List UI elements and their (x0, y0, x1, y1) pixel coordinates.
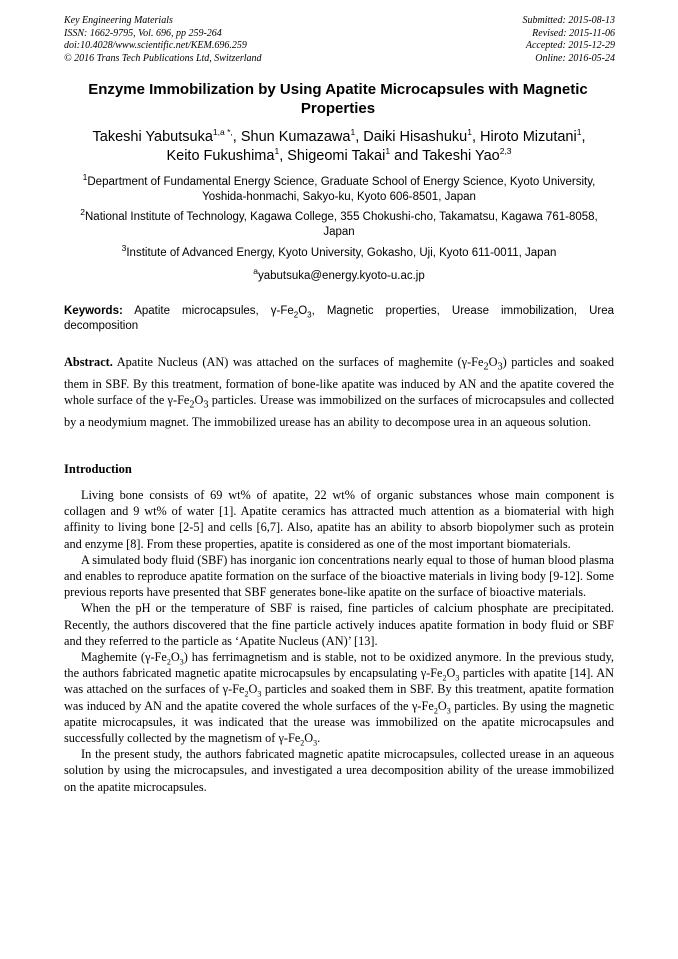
keywords-text: Apatite microcapsules, γ-Fe (134, 305, 294, 317)
subscript: 2 (244, 689, 249, 699)
abstract-text: O (488, 355, 498, 369)
author-separator: , (279, 148, 288, 164)
date-accepted: Accepted: 2015-12-29 (525, 40, 615, 51)
author-list (56, 128, 622, 166)
paragraph-2: A simulated body fluid (SBF) has inorganic ion concentrations nearly equal to those of human blood plasma and enables to reproduce apatite formation on the surface of the bioactive materials in living body [9-12]. Some previous reports have presented that SBF generates bone-like apatite on the surface of bioactive materials. (64, 552, 614, 600)
section-heading-introduction: Introduction (64, 462, 132, 476)
paragraph-text: O (437, 698, 447, 713)
subscript: 2 (300, 738, 305, 748)
paragraph-text: . (317, 731, 321, 746)
subscript: 3 (307, 310, 312, 320)
paragraph-text: O (248, 682, 258, 697)
introduction-body (64, 487, 614, 795)
author-superscript: 1 (467, 127, 472, 138)
author-separator: , (471, 129, 481, 145)
author-separator: , (355, 129, 364, 145)
subscript: 3 (257, 689, 262, 699)
author-superscript: 1 (350, 127, 356, 138)
abstract-text: Apatite Nucleus (AN) was attached on the surfaces of maghemite (γ-Fe (116, 355, 484, 369)
subscript: 2 (293, 310, 299, 320)
date-online: Online: 2016-05-24 (535, 52, 615, 64)
subscript: 3 (455, 673, 460, 683)
paragraph-text: ) has ferrimagnetism and is stable, not to be oxidized anymore. In the previous study, the authors fabricated magnetic apatite microcapsules by encapsulating γ-Fe (64, 650, 614, 681)
subscript: 2 (166, 657, 171, 667)
affiliation-marker: 1 (82, 172, 88, 183)
subscript: 2 (433, 706, 438, 716)
author-superscript: 1 (385, 146, 391, 157)
abstract-text: O (194, 393, 204, 408)
paragraph-text: particles. By using the magnetic apatite microcapsules, it was indicated that the urease was immobilized on the apatite microcapsules and successfully collected by the magnetism of γ-Fe (64, 698, 615, 746)
abstract-label: Abstract. (64, 355, 113, 369)
author-separator: , (581, 129, 586, 145)
date-revised: Revised: 2015-11-06 (532, 27, 615, 39)
subscript: 3 (179, 657, 184, 667)
paper-title: Enzyme Immobilization by Using Apatite Microcapsules with Magnetic Properties (88, 81, 588, 117)
affiliation-text: Institute of Advanced Energy, Kyoto University, Gokasho, Uji, Kyoto 611-0011, Japan (126, 247, 557, 259)
email-text: yabutsuka@energy.kyoto-u.ac.jp (257, 270, 425, 282)
author-name: Hiroto Mizutani (480, 129, 577, 145)
paragraph-3: When the pH or the temperature of SBF is raised, fine particles of calcium phosphate are precipitated. Recently, the authors discovered that the fine particle actively induces apatite formation in body fluid or SBF and they referred to the particle as ‘Apatite Nucleus (AN)’ [13]. (64, 601, 614, 648)
date-submitted: Submitted: 2015-08-13 (522, 15, 615, 26)
author-name: Keito Fukushima (166, 148, 275, 164)
journal-issn: ISSN: 1662-9795, Vol. 696, pp 259-264 (64, 27, 222, 39)
author-name: Takeshi Yao (422, 148, 500, 164)
paragraph-1: Living bone consists of 69 wt% of apatite, 22 wt% of organic substances whose main component is collagen and 9 wt% of water [1]. Apatite ceramics has attracted much attention as a biomaterial with high affinity to living bone [2-5] and cells [6,7]. Also, apatite has an ability to absorb biopolymer such as protein and enzyme [8]. From these properties, apatite is considered as one of the most important biomaterials. (64, 488, 614, 551)
keywords-text: O (298, 305, 308, 317)
paragraph-text: O (170, 650, 180, 665)
subscript: 3 (497, 361, 503, 373)
paragraph-5: In the present study, the authors fabricated magnetic apatite microcapsules, collected urease in an aqueous solution by using the microcapsules, and investigated a urea decomposition ability of the urease immobilized on the apatite microcapsules. (64, 747, 614, 794)
affiliation-marker: 2 (80, 207, 85, 218)
affiliation-1 (80, 172, 598, 205)
journal-doi: doi:10.4028/www.scientific.net/KEM.696.259 (64, 40, 247, 51)
author-name: Takeshi Yabutsuka (92, 129, 213, 145)
paragraph-text: particles with apatite [14]. AN was attached on the surfaces of γ-Fe (64, 666, 614, 697)
author-superscript: 1 (576, 127, 582, 138)
author-name: Shigeomi Takai (287, 148, 386, 164)
affiliation-3 (80, 243, 598, 261)
paragraph-text: particles and soaked them in SBF. By this treatment, apatite formation was induced by AN and the apatite covered the whole surfaces of the γ-Fe (64, 682, 614, 713)
subscript: 3 (313, 738, 318, 748)
corresponding-email (80, 266, 598, 284)
author-separator: and (390, 148, 423, 164)
author-name: Shun Kumazawa (240, 129, 351, 145)
journal-copyright: © 2016 Trans Tech Publications Ltd, Switzerland (64, 52, 262, 64)
abstract (64, 354, 614, 431)
subscript: 3 (203, 399, 209, 411)
paragraph-4 (64, 649, 614, 746)
affiliation-text: National Institute of Technology, Kagawa College, 355 Chokushi-cho, Takamatsu, Kagawa 761-8058, Japan (85, 211, 598, 238)
author-superscript: 2,3 (499, 146, 512, 157)
keywords-text: , Magnetic properties, Urease immobilization, Urea decomposition (64, 305, 615, 332)
dates-header (523, 15, 616, 65)
affiliation-2 (80, 207, 598, 240)
journal-name: Key Engineering Materials (64, 15, 173, 26)
subscript: 2 (442, 673, 447, 683)
affiliation-text: Department of Fundamental Energy Science, Graduate School of Energy Science, Kyoto University, Yoshida-honmachi, Sakyo-ku, Kyoto 606-8501, Japan (87, 176, 596, 203)
affiliation-marker: a (253, 266, 258, 277)
author-superscript: 1 (274, 146, 280, 157)
subscript: 3 (446, 706, 451, 716)
keywords-label: Keywords: (64, 305, 123, 317)
paragraph-text: O (446, 666, 456, 681)
abstract-text: ) particles and soaked them in SBF. By this treatment, formation of bone-like apatite was induced by AN and the apatite covered the whole surface of the γ-Fe (64, 355, 614, 408)
paragraph-text: O (304, 731, 314, 746)
keywords (64, 304, 614, 334)
author-separator: , (232, 129, 241, 145)
journal-header (64, 15, 262, 65)
subscript: 2 (483, 361, 489, 373)
author-name: Daiki Hisashuku (363, 129, 468, 145)
subscript: 2 (189, 399, 195, 411)
paragraph-text: Maghemite (γ-Fe (81, 650, 167, 665)
author-superscript: 1,a *, (212, 127, 233, 138)
abstract-text: particles. Urease was immobilized on the surfaces of microcapsules and collected by a neodymium magnet. The immobilized urease has an ability to decompose urea in an aqueous solution. (64, 393, 614, 430)
affiliation-marker: 3 (121, 243, 127, 254)
